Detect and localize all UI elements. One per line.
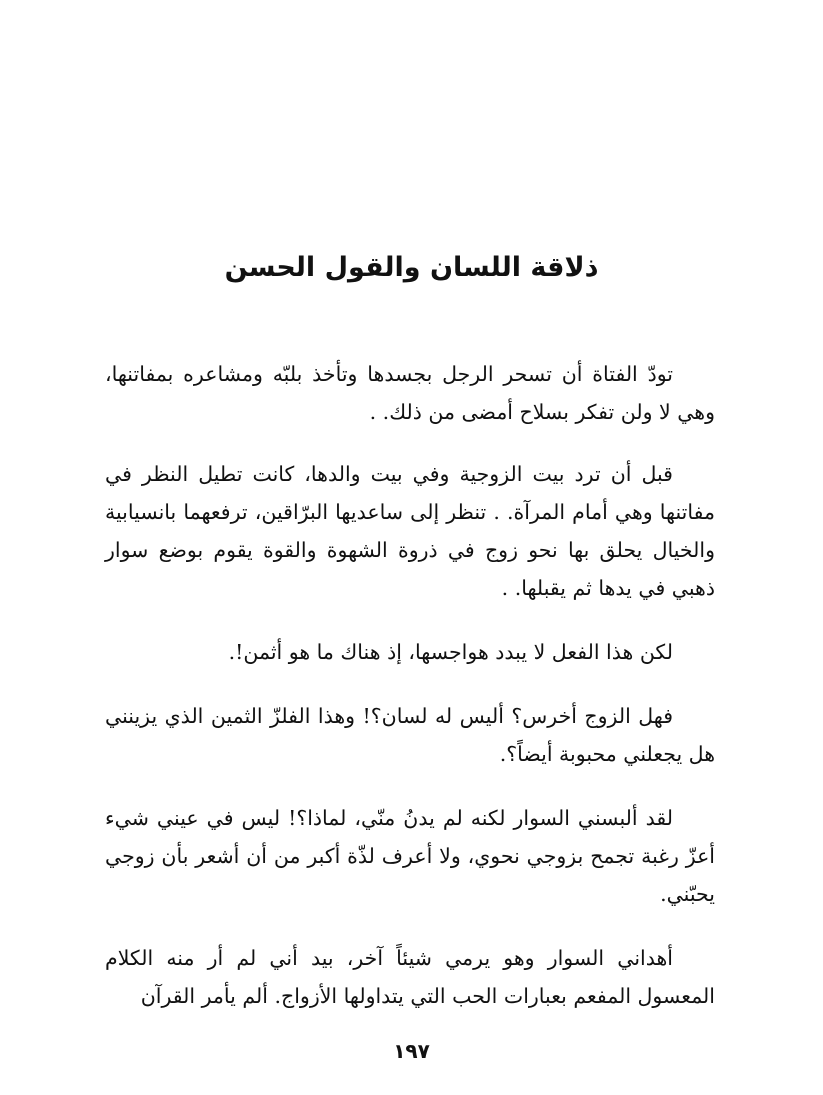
paragraph-3: لكن هذا الفعل لا يبدد هواجسها، إذ هناك ما هو أثمن!. bbox=[228, 640, 673, 664]
paragraph-5: لقد ألبسني السوار لكنه لم يدنُ منّي، لماذا؟! ليس في عيني شيء أعزّ رغبة تجمح بزوجي نحوي، ولا أعرف لذّة أكبر من أن أشعر بأن زوجي يحبّني. bbox=[105, 806, 715, 906]
paragraph-1: تودّ الفتاة أن تسحر الرجل بجسدها وتأخذ بلبّه ومشاعره بمفاتنها، وهي لا ولن تفكر بسلاح أمضى من ذلك. . bbox=[105, 362, 715, 424]
page-number: ١٩٧ bbox=[393, 1039, 430, 1063]
paragraph-4: فهل الزوج أخرس؟ أليس له لسان؟! وهذا الفلزّ الثمين الذي يزينني هل يجعلني محبوبة أيضاً؟. bbox=[105, 704, 715, 766]
paragraph-2: قبل أن ترد بيت الزوجية وفي بيت والدها، كانت تطيل النظر في مفاتنها وهي أمام المرآة. . تنظر إلى ساعديها البرّاقين، ترفعهما بانسيابية والخيال يحلق بها نحو زوج في ذروة الشهوة والقوة يقوم بوضع سوار ذهبي في يدها ثم يقبلها. . bbox=[105, 462, 715, 600]
body-text bbox=[105, 355, 715, 1041]
paragraph-6: أهداني السوار وهو يرمي شيئاً آخر، بيد أني لم أر منه الكلام المعسول المفعم بعبارات الحب التي يتداولها الأزواج. ألم يأمر القرآن bbox=[105, 946, 715, 1008]
chapter-title: ذلاقة اللسان والقول الحسن bbox=[224, 252, 599, 283]
